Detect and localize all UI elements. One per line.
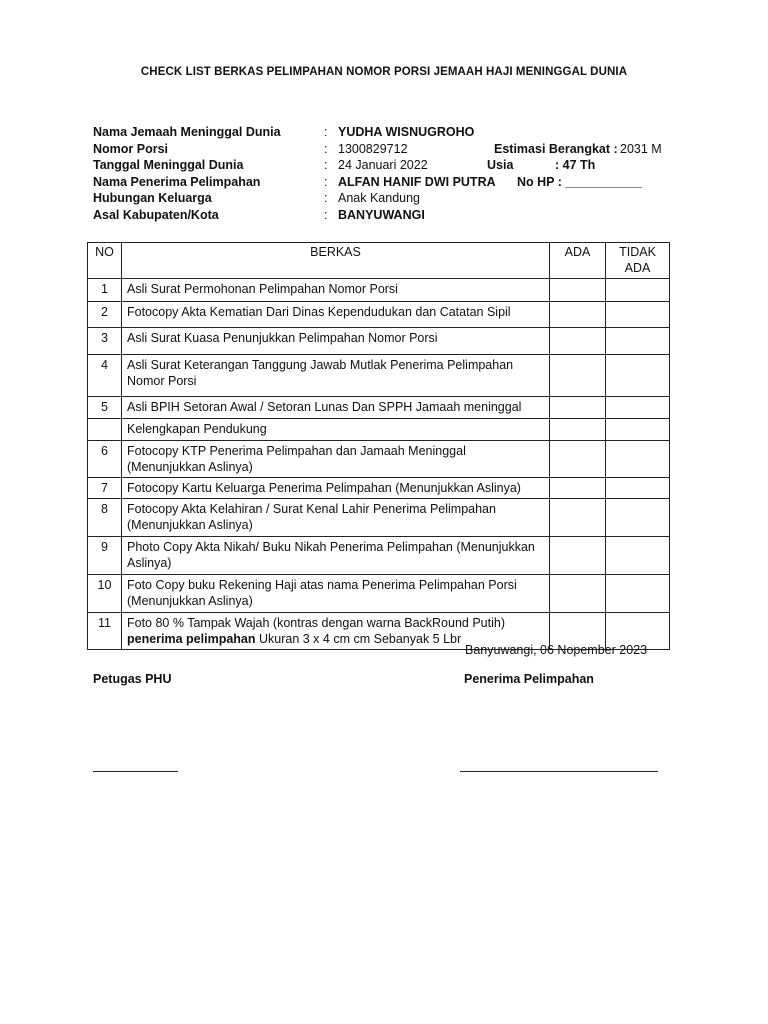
- colon: :: [324, 125, 328, 139]
- hubungan-value: Anak Kandung: [338, 191, 421, 205]
- usia-label: Usia: [487, 158, 514, 172]
- date-place: Banyuwangi, 06 Nopember 2023: [465, 643, 648, 657]
- info-row-nama: [93, 124, 693, 141]
- tanggal-value: 24 Januari 2022: [338, 158, 428, 172]
- ada-checkbox-cell[interactable]: [550, 328, 606, 355]
- tidak-ada-checkbox-cell[interactable]: [606, 419, 670, 441]
- penerima-signature-label: Penerima Pelimpahan: [464, 672, 594, 686]
- tidak-ada-checkbox-cell[interactable]: [606, 441, 670, 478]
- colon: :: [324, 207, 328, 222]
- table-row: [88, 537, 670, 575]
- info-row-hubungan: [93, 190, 693, 207]
- tidak-ada-checkbox-cell[interactable]: [606, 499, 670, 537]
- nama-value: YUDHA WISNUGROHO: [338, 125, 475, 139]
- table-row: [88, 499, 670, 537]
- nohp-label: No HP : ___________: [517, 174, 642, 189]
- penerima-value: ALFAN HANIF DWI PUTRA: [338, 174, 496, 189]
- section-heading: Kelengkapan Pendukung: [122, 419, 550, 441]
- petugas-signature-line: [93, 771, 178, 772]
- row-number: 1: [88, 279, 122, 302]
- row-text: Photo Copy Akta Nikah/ Buku Nikah Penerima Pelimpahan (Menunjukkan Aslinya): [122, 537, 550, 575]
- row-number: 11: [88, 613, 122, 650]
- row-text-tail: Ukuran 3 x 4 cm cm Sebanyak 5 Lbr: [255, 632, 462, 646]
- table-header-row: [88, 243, 670, 279]
- colon: :: [324, 191, 328, 205]
- row-text: Fotocopy KTP Penerima Pelimpahan dan Jamaah Meninggal (Menunjukkan Aslinya): [122, 441, 550, 478]
- tanggal-label: Tanggal Meninggal Dunia: [93, 158, 244, 172]
- row-number: 4: [88, 355, 122, 397]
- info-row-asal: [93, 207, 693, 224]
- ada-checkbox-cell[interactable]: [550, 575, 606, 613]
- table-row: [88, 575, 670, 613]
- porsi-label: Nomor Porsi: [93, 141, 169, 156]
- ada-checkbox-cell[interactable]: [550, 355, 606, 397]
- row-text: Fotocopy Kartu Keluarga Penerima Pelimpahan (Menunjukkan Aslinya): [122, 478, 550, 499]
- section-row: [88, 419, 670, 441]
- row-number: 10: [88, 575, 122, 613]
- asal-value: BANYUWANGI: [338, 207, 425, 222]
- tidak-ada-checkbox-cell[interactable]: [606, 575, 670, 613]
- row-number: 5: [88, 397, 122, 419]
- row-number: 3: [88, 328, 122, 355]
- header-ada: ADA: [550, 243, 606, 279]
- ada-checkbox-cell[interactable]: [550, 499, 606, 537]
- estimasi-value: 2031 M: [620, 141, 662, 156]
- ada-checkbox-cell[interactable]: [550, 419, 606, 441]
- row-text: Asli BPIH Setoran Awal / Setoran Lunas Dan SPPH Jamaah meninggal: [122, 397, 550, 419]
- asal-label: Asal Kabupaten/Kota: [93, 207, 219, 222]
- colon: :: [324, 141, 328, 156]
- row-text-main: Foto 80 % Tampak Wajah (kontras dengan warna BackRound Putih): [127, 616, 505, 630]
- table-row: [88, 355, 670, 397]
- document-title: CHECK LIST BERKAS PELIMPAHAN NOMOR PORSI JEMAAH HAJI MENINGGAL DUNIA: [140, 66, 628, 78]
- ada-checkbox-cell[interactable]: [550, 279, 606, 302]
- checklist-table: [87, 242, 670, 650]
- petugas-label: Petugas PHU: [93, 672, 172, 686]
- ada-checkbox-cell[interactable]: [550, 441, 606, 478]
- row-number: 9: [88, 537, 122, 575]
- tidak-ada-checkbox-cell[interactable]: [606, 355, 670, 397]
- header-tidak-ada: TIDAK ADA: [606, 243, 670, 279]
- ada-checkbox-cell[interactable]: [550, 478, 606, 499]
- info-row-tanggal: [93, 157, 693, 174]
- row-number: 2: [88, 302, 122, 328]
- row-text: Asli Surat Keterangan Tanggung Jawab Mutlak Penerima Pelimpahan Nomor Porsi: [122, 355, 550, 397]
- row-text-bold: penerima pelimpahan: [127, 632, 256, 646]
- penerima-label: Nama Penerima Pelimpahan: [93, 174, 261, 189]
- table-row: [88, 328, 670, 355]
- tidak-ada-checkbox-cell[interactable]: [606, 537, 670, 575]
- row-number: 8: [88, 499, 122, 537]
- table-row: [88, 441, 670, 478]
- nama-label: Nama Jemaah Meninggal Dunia: [93, 125, 281, 139]
- tidak-ada-checkbox-cell[interactable]: [606, 328, 670, 355]
- table-row: [88, 397, 670, 419]
- penerima-signature-line: [460, 771, 658, 772]
- header-berkas: BERKAS: [122, 243, 550, 279]
- tidak-ada-checkbox-cell[interactable]: [606, 302, 670, 328]
- estimasi-label: Estimasi Berangkat :: [494, 141, 618, 156]
- tidak-ada-checkbox-cell[interactable]: [606, 397, 670, 419]
- ada-checkbox-cell[interactable]: [550, 397, 606, 419]
- row-number: 6: [88, 441, 122, 478]
- info-row-penerima: [93, 174, 693, 191]
- info-row-porsi: [93, 141, 693, 158]
- tidak-ada-checkbox-cell[interactable]: [606, 478, 670, 499]
- row-text: Fotocopy Akta Kelahiran / Surat Kenal Lahir Penerima Pelimpahan (Menunjukkan Aslinya): [122, 499, 550, 537]
- table-row: [88, 302, 670, 328]
- table-row: [88, 279, 670, 302]
- hubungan-label: Hubungan Keluarga: [93, 191, 212, 205]
- tidak-ada-checkbox-cell[interactable]: [606, 279, 670, 302]
- row-text: Asli Surat Kuasa Penunjukkan Pelimpahan Nomor Porsi: [122, 328, 550, 355]
- header-no: NO: [88, 243, 122, 279]
- row-text: Fotocopy Akta Kematian Dari Dinas Kependudukan dan Catatan Sipil: [122, 302, 550, 328]
- colon: :: [324, 158, 328, 172]
- row-text: Asli Surat Permohonan Pelimpahan Nomor Porsi: [122, 279, 550, 302]
- ada-checkbox-cell[interactable]: [550, 302, 606, 328]
- identity-section: [93, 124, 693, 223]
- table-row: [88, 478, 670, 499]
- row-number: 7: [88, 478, 122, 499]
- colon: :: [324, 174, 328, 189]
- usia-value: : 47 Th: [555, 158, 596, 172]
- ada-checkbox-cell[interactable]: [550, 537, 606, 575]
- row-number: [88, 419, 122, 441]
- porsi-value: 1300829712: [338, 141, 408, 156]
- row-text: Foto Copy buku Rekening Haji atas nama Penerima Pelimpahan Porsi (Menunjukkan Aslinya): [122, 575, 550, 613]
